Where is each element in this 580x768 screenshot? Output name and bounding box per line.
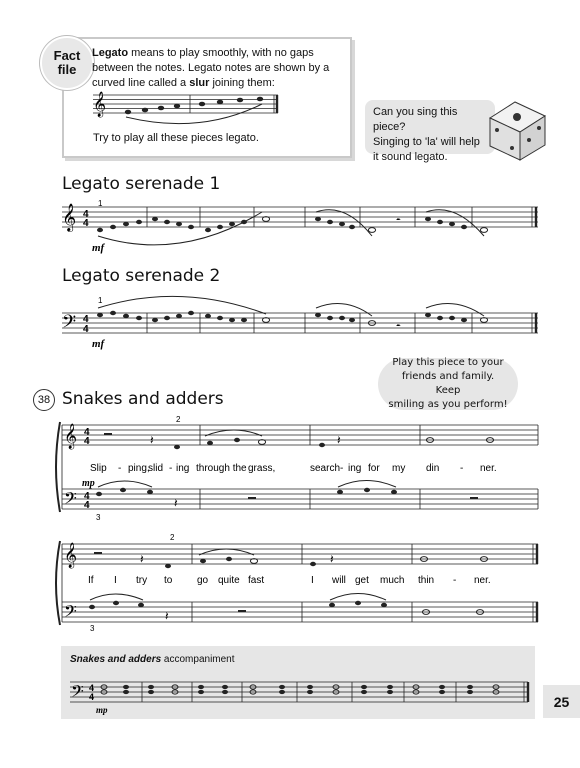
lyric: fast [248, 575, 265, 586]
finger-number: 1 [98, 199, 103, 208]
perform-tip-line1: Play this piece to your [392, 357, 504, 368]
treble-clef-icon: 𝄞 [64, 543, 78, 568]
chord-notehead [307, 690, 313, 694]
rest: 𝄽 [337, 433, 341, 447]
dynamic-mp: mp [82, 478, 95, 489]
serenade-1-staff [62, 207, 538, 227]
chord-notehead [198, 685, 204, 689]
chord-notehead [387, 685, 393, 689]
perform-tip-line3: smiling as you perform! [388, 399, 508, 410]
chord-notehead [439, 685, 445, 689]
rest: 𝄽 [174, 496, 178, 510]
time-signature: 4 [84, 491, 90, 502]
lyric: get [355, 575, 369, 586]
title-snakes-and-adders: Snakes and adders [62, 389, 224, 409]
bass-clef-icon: 𝄢 [64, 601, 77, 625]
dynamic-mf: mf [92, 242, 105, 254]
chord-notehead [361, 690, 367, 694]
lyric: for [368, 463, 380, 474]
treble-clef-icon: 𝄞 [62, 203, 77, 231]
lyric: go [197, 575, 209, 586]
finger-number: 1 [98, 296, 103, 305]
lyrics-row-1 [90, 463, 497, 474]
lyric: - [460, 463, 464, 474]
time-signature: 4 [83, 314, 89, 325]
chord-notehead [279, 685, 285, 689]
chord-notehead [361, 685, 367, 689]
title-legato-serenade-2: Legato serenade 2 [62, 266, 221, 286]
snakes-slurs-1 [98, 430, 396, 487]
lyric: much [380, 575, 405, 586]
piano-brace [56, 541, 60, 625]
perform-tip-line2: friends and family. Keep [401, 371, 495, 396]
term-legato: Legato [92, 47, 129, 59]
accomp-title-rest: accompaniment [161, 654, 235, 665]
bass-clef-icon: 𝄢 [71, 681, 84, 705]
chord-notehead [279, 690, 285, 694]
lyric: Slip [90, 463, 107, 474]
finger-number-lh: 3 [90, 624, 95, 633]
lyric: - [118, 463, 122, 474]
lyric: search [310, 463, 341, 474]
fact-file-footer: Try to play all these pieces legato. [93, 132, 259, 144]
chord-notehead [307, 685, 313, 689]
dice-icon [490, 102, 545, 160]
treble-clef-icon: 𝄞 [93, 92, 107, 117]
lyric: - [340, 463, 344, 474]
serenade-2-staff [62, 313, 538, 333]
lyric: ner. [480, 463, 497, 474]
lyric: ner. [474, 575, 491, 586]
rest: 𝄽 [140, 552, 144, 566]
fact-text-part2: joining them: [209, 77, 275, 89]
chord-notehead [387, 690, 393, 694]
time-signature: 4 [89, 692, 95, 702]
lyric: din [426, 463, 440, 474]
rest: 𝄽 [165, 609, 169, 623]
dynamic-mf: mf [92, 338, 105, 350]
bass-clef-icon: 𝄢 [62, 312, 77, 337]
lyric: quite [218, 575, 240, 586]
lyric: thin [418, 575, 435, 586]
bass-clef-icon: 𝄢 [64, 488, 77, 512]
lyric: my [392, 463, 406, 474]
time-signature: 4 [84, 427, 90, 438]
lyric: through the [196, 463, 247, 474]
chord-notehead [467, 685, 473, 689]
dynamic-mp: mp [96, 705, 108, 715]
chord-notehead [198, 690, 204, 694]
lyric: I [311, 575, 314, 586]
term-slur: slur [189, 77, 210, 89]
accompaniment-chords [101, 685, 499, 694]
sing-tip-line2: Singing to 'la' will help [373, 136, 480, 148]
rest: 𝄼 [396, 319, 401, 333]
title-legato-serenade-1: Legato serenade 1 [62, 174, 221, 194]
lyric: ing [348, 463, 362, 474]
lyric: ping, [128, 463, 150, 474]
snakes-system-2 [62, 544, 538, 622]
treble-clef-icon: 𝄞 [64, 424, 78, 449]
chord-notehead [123, 690, 129, 694]
lyric: grass, [248, 463, 276, 474]
lyric: try [136, 575, 148, 586]
time-signature: 4 [83, 209, 89, 220]
finger-number-lh: 3 [96, 513, 101, 522]
lyric: will [332, 575, 346, 586]
lyric: to [164, 575, 173, 586]
fact-file-staff [93, 95, 278, 113]
fact-text-part1: means to play smoothly, with no gaps between the notes. Legato notes are shown by a curved line called a [92, 47, 330, 89]
rest: 𝄼 [396, 213, 401, 227]
finger-number-rh: 2 [176, 415, 181, 424]
finger-number-rh: 2 [170, 533, 175, 542]
chord-notehead [148, 685, 154, 689]
serenade-1-notes [97, 217, 488, 233]
rest: 𝄽 [150, 433, 154, 447]
lyrics-row-2 [88, 575, 491, 586]
chord-notehead [148, 690, 154, 694]
lyric: slid [148, 463, 164, 474]
sing-tip-line3: it sound legato. [373, 151, 448, 163]
piece-number: 38 [33, 389, 55, 411]
chord-notehead [439, 690, 445, 694]
accompaniment-staff [70, 682, 528, 702]
chord-notehead [222, 690, 228, 694]
lyric: - [453, 575, 457, 586]
lyric: - [169, 463, 173, 474]
time-signature: 4 [84, 500, 90, 511]
chord-notehead [123, 685, 129, 689]
lyric: I [114, 575, 117, 586]
accomp-title-bold: Snakes and adders [70, 654, 162, 665]
page-number: 25 [543, 685, 580, 718]
chord-notehead [222, 685, 228, 689]
fact-badge-line1: Fact [53, 48, 81, 63]
rest: 𝄽 [330, 552, 334, 566]
fact-file-slur [126, 104, 262, 124]
time-signature: 4 [83, 324, 89, 335]
fact-badge-line2: file [57, 62, 77, 77]
chord-notehead [467, 690, 473, 694]
time-signature: 4 [84, 436, 90, 447]
piano-brace [56, 422, 60, 512]
lyric: If [88, 575, 94, 586]
lyric: ing [176, 463, 190, 474]
time-signature: 4 [89, 683, 95, 693]
time-signature: 4 [83, 218, 89, 229]
sing-tip-line1: Can you sing this piece? [373, 106, 458, 133]
